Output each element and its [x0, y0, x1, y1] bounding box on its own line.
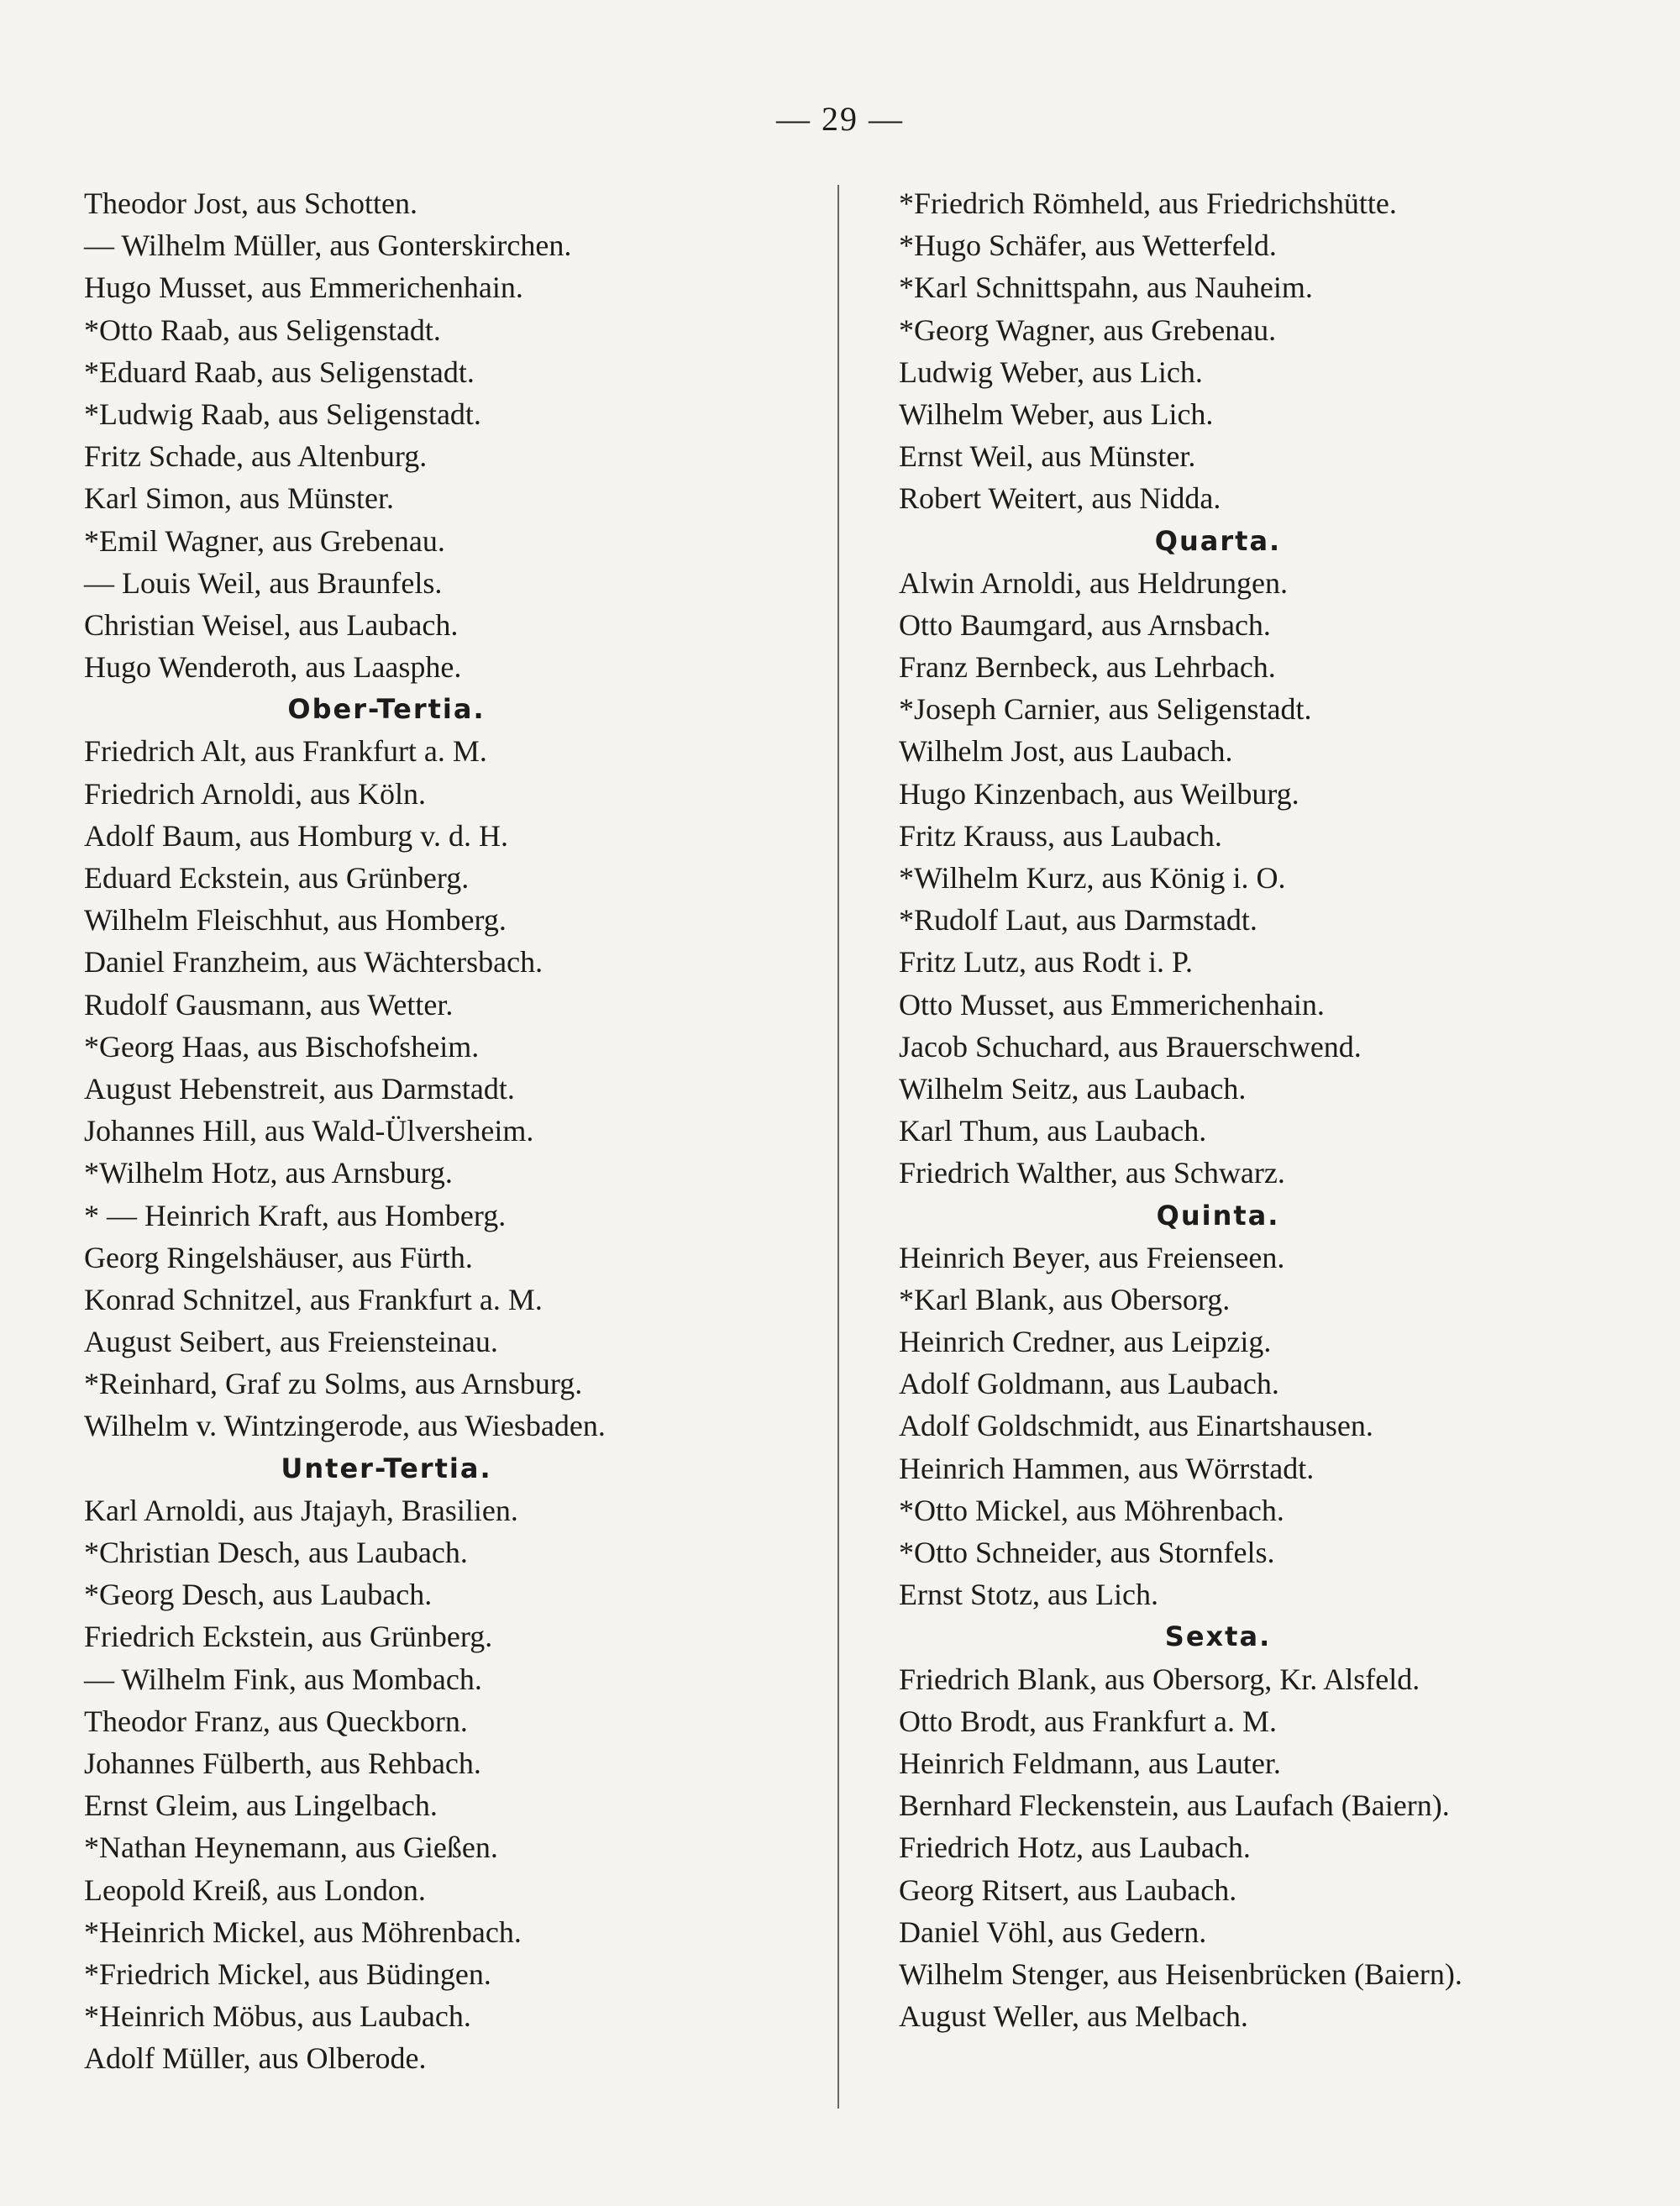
student-entry: August Weller, aus Melbach. — [899, 1999, 1248, 2034]
student-entry: Rudolf Gausmann, aus Wetter. — [84, 987, 454, 1022]
student-entry: Wilhelm Stenger, aus Heisenbrücken (Baiern). — [899, 1957, 1462, 1991]
right-column — [899, 182, 1655, 2037]
student-entry: *Ludwig Raab, aus Seligenstadt. — [84, 397, 481, 431]
student-entry: *Karl Schnittspahn, aus Nauheim. — [899, 270, 1313, 305]
student-entry: Wilhelm Jost, aus Laubach. — [899, 734, 1233, 769]
student-entry: — Wilhelm Müller, aus Gonterskirchen. — [84, 228, 572, 263]
student-entry: Otto Musset, aus Emmerichenhain. — [899, 987, 1325, 1022]
student-entry: Heinrich Hammen, aus Wörrstadt. — [899, 1451, 1315, 1485]
student-entry: *Rudolf Laut, aus Darmstadt. — [899, 903, 1257, 938]
class-heading: Unter-Tertia. — [281, 1452, 492, 1484]
student-entry: *Otto Mickel, aus Möhrenbach. — [899, 1493, 1284, 1527]
student-entry: Hugo Wenderoth, aus Laasphe. — [84, 650, 462, 685]
student-entry: Heinrich Beyer, aus Freienseen. — [899, 1240, 1285, 1274]
student-entry: *Eduard Raab, aus Seligenstadt. — [84, 355, 475, 389]
student-entry: *Friedrich Römheld, aus Friedrichshütte. — [899, 186, 1397, 220]
student-entry: Friedrich Walther, aus Schwarz. — [899, 1156, 1285, 1190]
student-entry: Wilhelm Weber, aus Lich. — [899, 397, 1214, 431]
student-entry: Karl Simon, aus Münster. — [84, 481, 394, 516]
student-entry: Fritz Schade, aus Altenburg. — [84, 439, 428, 474]
student-entry: *Joseph Carnier, aus Seligenstadt. — [899, 692, 1312, 727]
student-entry: Ernst Weil, aus Münster. — [899, 439, 1196, 474]
page-number: — 29 — — [776, 100, 904, 138]
student-entry: Wilhelm Fleischhut, aus Homberg. — [84, 903, 507, 938]
student-entry: Friedrich Blank, aus Obersorg, Kr. Alsfeld. — [899, 1662, 1420, 1696]
student-entry: *Hugo Schäfer, aus Wetterfeld. — [899, 228, 1277, 263]
student-entry: — Wilhelm Fink, aus Mombach. — [84, 1662, 482, 1696]
student-entry: Ernst Gleim, aus Lingelbach. — [84, 1788, 438, 1823]
student-entry: — Louis Weil, aus Braunfels. — [84, 565, 443, 600]
student-entry: *Georg Wagner, aus Grebenau. — [899, 313, 1277, 347]
student-entry: Fritz Lutz, aus Rodt i. P. — [899, 945, 1193, 980]
student-entry: Christian Weisel, aus Laubach. — [84, 607, 459, 642]
left-column — [84, 182, 823, 2079]
student-entry: Karl Thum, aus Laubach. — [899, 1114, 1207, 1148]
class-heading: Quarta. — [1154, 524, 1282, 557]
student-entry: Friedrich Alt, aus Frankfurt a. M. — [84, 734, 487, 769]
student-entry: Friedrich Eckstein, aus Grünberg. — [84, 1620, 493, 1654]
student-entry: Georg Ringelshäuser, aus Fürth. — [84, 1240, 473, 1274]
student-entry: Daniel Vöhl, aus Gedern. — [899, 1914, 1207, 1949]
student-entry: Ernst Stotz, aus Lich. — [899, 1578, 1158, 1612]
student-entry: *Otto Raab, aus Seligenstadt. — [84, 313, 441, 347]
student-entry: Fritz Krauss, aus Laubach. — [899, 818, 1222, 853]
student-entry: Hugo Kinzenbach, aus Weilburg. — [899, 776, 1299, 811]
student-entry: *Karl Blank, aus Obersorg. — [899, 1282, 1231, 1316]
student-entry: *Heinrich Mickel, aus Möhrenbach. — [84, 1914, 522, 1949]
student-entry: Leopold Kreiß, aus London. — [84, 1872, 426, 1907]
class-heading: Sexta. — [1164, 1620, 1272, 1653]
student-entry: Adolf Baum, aus Homburg v. d. H. — [84, 818, 508, 853]
student-entry: *Georg Desch, aus Laubach. — [84, 1578, 433, 1612]
student-entry: *Emil Wagner, aus Grebenau. — [84, 523, 445, 558]
class-heading: Ober-Tertia. — [287, 693, 486, 726]
student-entry: August Seibert, aus Freiensteinau. — [84, 1325, 498, 1359]
student-entry: *Friedrich Mickel, aus Büdingen. — [84, 1957, 491, 1991]
student-entry: Konrad Schnitzel, aus Frankfurt a. M. — [84, 1282, 543, 1316]
student-entry: Georg Ritsert, aus Laubach. — [899, 1872, 1237, 1907]
student-entry: Heinrich Credner, aus Leipzig. — [899, 1325, 1272, 1359]
student-entry: August Hebenstreit, aus Darmstadt. — [84, 1071, 515, 1106]
student-entry: Jacob Schuchard, aus Brauerschwend. — [899, 1029, 1362, 1064]
student-entry: * — Heinrich Kraft, aus Homberg. — [84, 1198, 507, 1232]
student-entry: Theodor Jost, aus Schotten. — [84, 186, 417, 220]
student-entry: Robert Weitert, aus Nidda. — [899, 481, 1221, 516]
class-heading: Quinta. — [1156, 1199, 1280, 1232]
student-entry: Eduard Eckstein, aus Grünberg. — [84, 861, 470, 895]
column-divider — [837, 185, 839, 2109]
student-entry: Adolf Goldschmidt, aus Einartshausen. — [899, 1409, 1373, 1443]
student-entry: *Nathan Heynemann, aus Gießen. — [84, 1830, 498, 1865]
student-entry: *Georg Haas, aus Bischofsheim. — [84, 1029, 480, 1064]
student-entry: *Reinhard, Graf zu Solms, aus Arnsburg. — [84, 1367, 583, 1401]
student-entry: Theodor Franz, aus Queckborn. — [84, 1704, 468, 1738]
student-entry: Alwin Arnoldi, aus Heldrungen. — [899, 565, 1288, 600]
student-entry: *Christian Desch, aus Laubach. — [84, 1536, 468, 1569]
student-entry: Otto Baumgard, aus Arnsbach. — [899, 607, 1271, 642]
student-entry: Wilhelm Seitz, aus Laubach. — [899, 1071, 1247, 1106]
student-entry: Friedrich Hotz, aus Laubach. — [899, 1830, 1251, 1865]
student-entry: Wilhelm v. Wintzingerode, aus Wiesbaden. — [84, 1409, 606, 1443]
student-entry: Friedrich Arnoldi, aus Köln. — [84, 776, 426, 811]
student-entry: Franz Bernbeck, aus Lehrbach. — [899, 650, 1276, 685]
student-entry: Daniel Franzheim, aus Wächtersbach. — [84, 945, 543, 980]
student-entry: Adolf Müller, aus Olberode. — [84, 2041, 427, 2076]
student-entry: *Wilhelm Hotz, aus Arnsburg. — [84, 1156, 453, 1190]
student-entry: *Heinrich Möbus, aus Laubach. — [84, 1999, 471, 2034]
student-entry: Adolf Goldmann, aus Laubach. — [899, 1367, 1279, 1401]
student-entry: *Wilhelm Kurz, aus König i. O. — [899, 861, 1286, 895]
student-entry: Hugo Musset, aus Emmerichenhain. — [84, 270, 523, 305]
student-entry: *Otto Schneider, aus Stornfels. — [899, 1536, 1275, 1569]
student-entry: Ludwig Weber, aus Lich. — [899, 355, 1203, 389]
student-entry: Karl Arnoldi, aus Jtajayh, Brasilien. — [84, 1493, 518, 1527]
student-entry: Otto Brodt, aus Frankfurt a. M. — [899, 1704, 1277, 1738]
student-entry: Bernhard Fleckenstein, aus Laufach (Baiern). — [899, 1788, 1450, 1823]
student-entry: Heinrich Feldmann, aus Lauter. — [899, 1746, 1281, 1780]
student-entry: Johannes Hill, aus Wald-Ülversheim. — [84, 1114, 534, 1148]
student-entry: Johannes Fülberth, aus Rehbach. — [84, 1746, 481, 1780]
